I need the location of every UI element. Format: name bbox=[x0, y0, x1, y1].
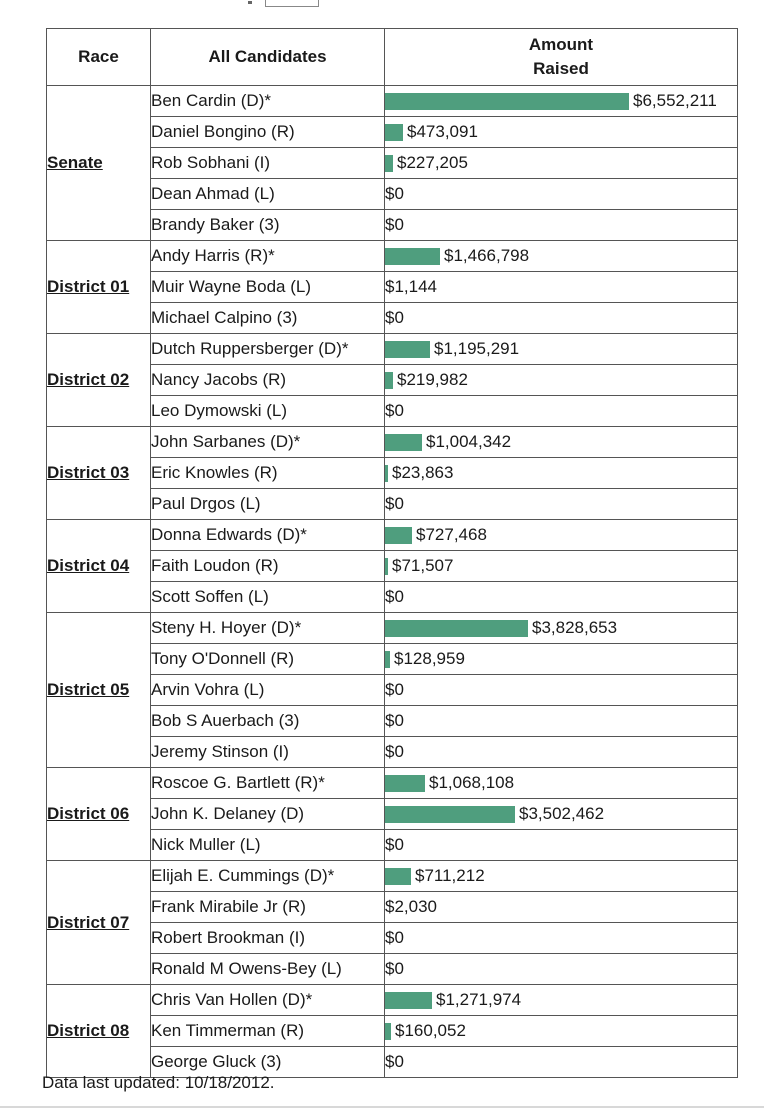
table-row bbox=[47, 551, 738, 582]
amount-bar bbox=[385, 806, 515, 823]
amount-value: $160,052 bbox=[395, 1021, 466, 1040]
table-row bbox=[47, 954, 738, 985]
amount-value: $71,507 bbox=[392, 556, 454, 575]
table-row bbox=[47, 303, 738, 334]
candidate-name: Nick Muller (L) bbox=[151, 830, 385, 861]
amount-bar-wrap bbox=[385, 804, 737, 824]
amount-bar-wrap bbox=[385, 649, 737, 669]
amount-bar-wrap bbox=[385, 494, 737, 514]
amount-bar-wrap bbox=[385, 308, 737, 328]
amount-value: $0 bbox=[385, 401, 404, 420]
candidate-name: Scott Soffen (L) bbox=[151, 582, 385, 613]
amount-value: $0 bbox=[385, 680, 404, 699]
amount-value: $0 bbox=[385, 308, 404, 327]
table-row bbox=[47, 644, 738, 675]
amount-cell bbox=[385, 458, 738, 489]
amount-cell bbox=[385, 985, 738, 1016]
amount-bar bbox=[385, 558, 388, 575]
amount-cell bbox=[385, 923, 738, 954]
candidate-name: Ronald M Owens-Bey (L) bbox=[151, 954, 385, 985]
amount-cell bbox=[385, 86, 738, 117]
table-row bbox=[47, 179, 738, 210]
table-row bbox=[47, 210, 738, 241]
race-label[interactable]: Senate bbox=[47, 86, 151, 241]
candidate-name: John Sarbanes (D)* bbox=[151, 427, 385, 458]
cropped-box bbox=[265, 0, 319, 7]
amount-bar bbox=[385, 1023, 391, 1040]
amount-bar bbox=[385, 992, 432, 1009]
amount-cell bbox=[385, 334, 738, 365]
table-row bbox=[47, 1016, 738, 1047]
amount-cell bbox=[385, 1016, 738, 1047]
amount-value: $128,959 bbox=[394, 649, 465, 668]
amount-cell bbox=[385, 148, 738, 179]
amount-value: $0 bbox=[385, 959, 404, 978]
race-label[interactable]: District 03 bbox=[47, 427, 151, 520]
candidate-name: Roscoe G. Bartlett (R)* bbox=[151, 768, 385, 799]
amount-bar-wrap bbox=[385, 91, 737, 111]
race-label[interactable]: District 04 bbox=[47, 520, 151, 613]
amount-bar bbox=[385, 341, 430, 358]
amount-value: $473,091 bbox=[407, 122, 478, 141]
amount-value: $219,982 bbox=[397, 370, 468, 389]
amount-value: $1,466,798 bbox=[444, 246, 530, 265]
candidate-name: John K. Delaney (D) bbox=[151, 799, 385, 830]
amount-bar-wrap bbox=[385, 866, 737, 886]
amount-cell bbox=[385, 396, 738, 427]
table-row bbox=[47, 86, 738, 117]
candidate-name: Brandy Baker (3) bbox=[151, 210, 385, 241]
candidate-name: Jeremy Stinson (I) bbox=[151, 737, 385, 768]
candidate-name: Donna Edwards (D)* bbox=[151, 520, 385, 551]
amount-cell bbox=[385, 179, 738, 210]
amount-bar-wrap bbox=[385, 1021, 737, 1041]
candidate-name: Ben Cardin (D)* bbox=[151, 86, 385, 117]
amount-cell bbox=[385, 737, 738, 768]
candidate-name: Muir Wayne Boda (L) bbox=[151, 272, 385, 303]
amount-bar-wrap bbox=[385, 277, 737, 297]
candidate-name: George Gluck (3) bbox=[151, 1047, 385, 1078]
cropped-mark bbox=[248, 1, 252, 4]
amount-bar bbox=[385, 93, 629, 110]
table-row bbox=[47, 241, 738, 272]
amount-value: $3,502,462 bbox=[519, 804, 605, 823]
amount-cell bbox=[385, 489, 738, 520]
amount-bar bbox=[385, 775, 425, 792]
candidate-name: Dutch Ruppersberger (D)* bbox=[151, 334, 385, 365]
amount-bar-wrap bbox=[385, 401, 737, 421]
amount-bar-wrap bbox=[385, 463, 737, 483]
candidate-name: Ken Timmerman (R) bbox=[151, 1016, 385, 1047]
amount-cell bbox=[385, 551, 738, 582]
campaign-finance-table bbox=[46, 28, 738, 1078]
amount-bar-wrap bbox=[385, 618, 737, 638]
header-row bbox=[47, 29, 738, 86]
amount-value: $0 bbox=[385, 215, 404, 234]
amount-cell bbox=[385, 675, 738, 706]
header-amount-label: Amount Raised bbox=[528, 35, 594, 78]
candidate-name: Michael Calpino (3) bbox=[151, 303, 385, 334]
table-row bbox=[47, 272, 738, 303]
header-candidates: All Candidates bbox=[151, 29, 385, 86]
race-label[interactable]: District 02 bbox=[47, 334, 151, 427]
amount-cell bbox=[385, 613, 738, 644]
table-row bbox=[47, 737, 738, 768]
candidate-name: Faith Loudon (R) bbox=[151, 551, 385, 582]
amount-value: $727,468 bbox=[416, 525, 487, 544]
candidate-name: Elijah E. Cummings (D)* bbox=[151, 861, 385, 892]
amount-value: $23,863 bbox=[392, 463, 454, 482]
table-row bbox=[47, 117, 738, 148]
amount-value: $0 bbox=[385, 742, 404, 761]
amount-bar-wrap bbox=[385, 835, 737, 855]
candidate-name: Rob Sobhani (I) bbox=[151, 148, 385, 179]
amount-cell bbox=[385, 582, 738, 613]
amount-bar-wrap bbox=[385, 122, 737, 142]
candidate-name: Daniel Bongino (R) bbox=[151, 117, 385, 148]
amount-value: $711,212 bbox=[415, 866, 485, 885]
table-row bbox=[47, 458, 738, 489]
table-body bbox=[47, 86, 738, 1078]
amount-cell bbox=[385, 892, 738, 923]
amount-bar bbox=[385, 651, 390, 668]
candidate-name: Leo Dymowski (L) bbox=[151, 396, 385, 427]
candidate-name: Frank Mirabile Jr (R) bbox=[151, 892, 385, 923]
amount-value: $0 bbox=[385, 928, 404, 947]
race-label[interactable]: District 01 bbox=[47, 241, 151, 334]
amount-bar bbox=[385, 620, 528, 637]
candidate-name: Dean Ahmad (L) bbox=[151, 179, 385, 210]
page-top-fragment bbox=[232, 0, 352, 8]
race-label[interactable]: District 05 bbox=[47, 613, 151, 768]
candidate-name: Nancy Jacobs (R) bbox=[151, 365, 385, 396]
amount-value: $0 bbox=[385, 494, 404, 513]
table-row bbox=[47, 396, 738, 427]
candidate-name: Andy Harris (R)* bbox=[151, 241, 385, 272]
amount-bar bbox=[385, 527, 412, 544]
amount-bar-wrap bbox=[385, 556, 737, 576]
candidate-name: Steny H. Hoyer (D)* bbox=[151, 613, 385, 644]
race-label[interactable]: District 08 bbox=[47, 985, 151, 1078]
table-row bbox=[47, 613, 738, 644]
amount-bar-wrap bbox=[385, 928, 737, 948]
page-bottom-rule bbox=[0, 1106, 764, 1108]
amount-value: $6,552,211 bbox=[633, 91, 717, 110]
table-row bbox=[47, 706, 738, 737]
table-row bbox=[47, 148, 738, 179]
table-row bbox=[47, 861, 738, 892]
table-row bbox=[47, 799, 738, 830]
table-row bbox=[47, 923, 738, 954]
amount-value: $0 bbox=[385, 1052, 404, 1071]
amount-cell bbox=[385, 768, 738, 799]
amount-bar-wrap bbox=[385, 370, 737, 390]
amount-bar bbox=[385, 124, 403, 141]
table-row bbox=[47, 675, 738, 706]
amount-bar-wrap bbox=[385, 680, 737, 700]
amount-bar bbox=[385, 868, 411, 885]
amount-bar-wrap bbox=[385, 432, 737, 452]
amount-cell bbox=[385, 427, 738, 458]
candidate-name: Tony O'Donnell (R) bbox=[151, 644, 385, 675]
amount-cell bbox=[385, 644, 738, 675]
candidate-name: Robert Brookman (I) bbox=[151, 923, 385, 954]
amount-bar-wrap bbox=[385, 525, 737, 545]
table-row bbox=[47, 520, 738, 551]
amount-cell bbox=[385, 303, 738, 334]
amount-value: $1,004,342 bbox=[426, 432, 512, 451]
candidate-name: Paul Drgos (L) bbox=[151, 489, 385, 520]
table-row bbox=[47, 427, 738, 458]
amount-bar-wrap bbox=[385, 184, 737, 204]
amount-bar-wrap bbox=[385, 339, 737, 359]
table-row bbox=[47, 489, 738, 520]
table-row bbox=[47, 985, 738, 1016]
amount-cell bbox=[385, 520, 738, 551]
amount-value: $0 bbox=[385, 835, 404, 854]
amount-value: $0 bbox=[385, 711, 404, 730]
header-amount bbox=[385, 29, 738, 86]
table-row bbox=[47, 892, 738, 923]
amount-cell bbox=[385, 210, 738, 241]
amount-value: $1,271,974 bbox=[436, 990, 522, 1009]
amount-cell bbox=[385, 706, 738, 737]
amount-cell bbox=[385, 830, 738, 861]
candidate-name: Eric Knowles (R) bbox=[151, 458, 385, 489]
table-row bbox=[47, 334, 738, 365]
amount-value: $227,205 bbox=[397, 153, 468, 172]
header-race: Race bbox=[47, 29, 151, 86]
amount-bar-wrap bbox=[385, 990, 737, 1010]
amount-bar bbox=[385, 434, 422, 451]
amount-value: $1,144 bbox=[385, 277, 437, 296]
amount-bar-wrap bbox=[385, 742, 737, 762]
amount-bar-wrap bbox=[385, 897, 737, 917]
amount-value: $1,195,291 bbox=[434, 339, 520, 358]
amount-cell bbox=[385, 241, 738, 272]
candidate-name: Bob S Auerbach (3) bbox=[151, 706, 385, 737]
amount-bar bbox=[385, 155, 393, 172]
amount-cell bbox=[385, 799, 738, 830]
amount-value: $0 bbox=[385, 184, 404, 203]
amount-bar bbox=[385, 465, 388, 482]
amount-bar-wrap bbox=[385, 711, 737, 731]
candidate-name: Arvin Vohra (L) bbox=[151, 675, 385, 706]
amount-bar-wrap bbox=[385, 959, 737, 979]
amount-bar bbox=[385, 248, 440, 265]
amount-bar-wrap bbox=[385, 153, 737, 173]
table-row bbox=[47, 365, 738, 396]
amount-cell bbox=[385, 1047, 738, 1078]
amount-cell bbox=[385, 954, 738, 985]
amount-bar-wrap bbox=[385, 773, 737, 793]
amount-value: $0 bbox=[385, 587, 404, 606]
amount-bar-wrap bbox=[385, 1052, 737, 1072]
last-updated-note: Data last updated: 10/18/2012. bbox=[42, 1073, 275, 1092]
amount-value: $2,030 bbox=[385, 897, 437, 916]
race-label[interactable]: District 06 bbox=[47, 768, 151, 861]
amount-cell bbox=[385, 272, 738, 303]
amount-bar-wrap bbox=[385, 215, 737, 235]
amount-cell bbox=[385, 861, 738, 892]
amount-cell bbox=[385, 365, 738, 396]
amount-bar bbox=[385, 372, 393, 389]
amount-cell bbox=[385, 117, 738, 148]
amount-value: $3,828,653 bbox=[532, 618, 618, 637]
amount-value: $1,068,108 bbox=[429, 773, 515, 792]
race-label[interactable]: District 07 bbox=[47, 861, 151, 985]
amount-bar-wrap bbox=[385, 246, 737, 266]
candidate-name: Chris Van Hollen (D)* bbox=[151, 985, 385, 1016]
amount-bar-wrap bbox=[385, 587, 737, 607]
table-row bbox=[47, 768, 738, 799]
table-row bbox=[47, 582, 738, 613]
table-row bbox=[47, 830, 738, 861]
